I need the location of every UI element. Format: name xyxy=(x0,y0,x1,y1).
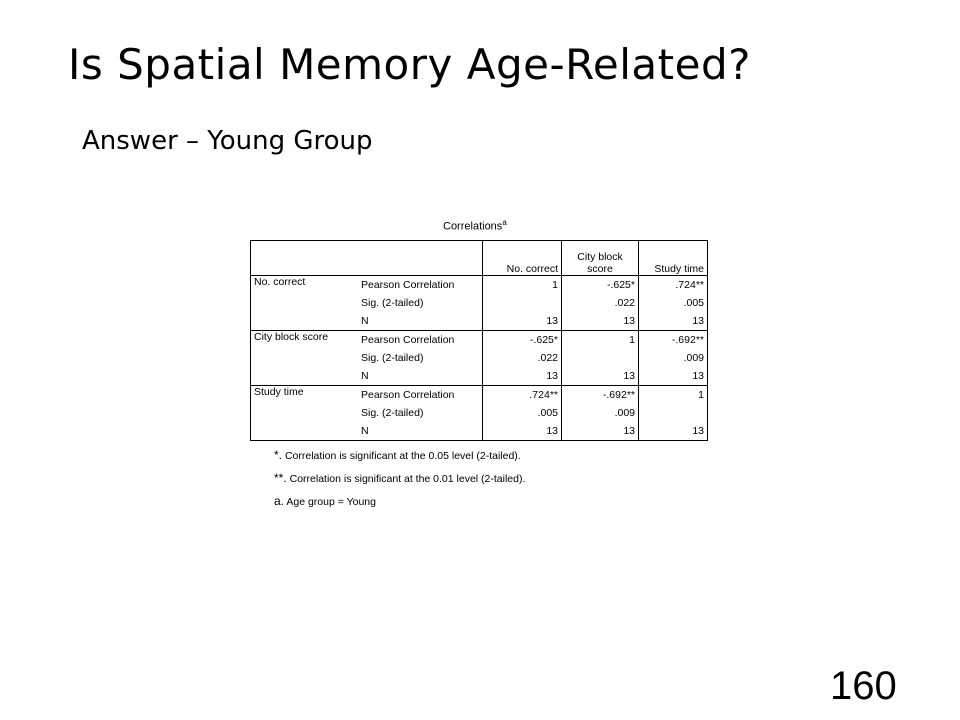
footnote-mark: a. xyxy=(274,494,285,508)
table-cell: 13 xyxy=(483,367,562,386)
footnote xyxy=(274,444,525,467)
table-cell: 1 xyxy=(483,276,562,295)
stat-label: Pearson Correlation xyxy=(358,331,483,350)
table-row xyxy=(251,386,708,405)
table-cell: .009 xyxy=(562,404,639,422)
stat-label: Sig. (2-tailed) xyxy=(361,407,424,419)
table-cell: .005 xyxy=(639,294,708,312)
table-cell: 13 xyxy=(483,312,562,331)
page-number: 160 xyxy=(830,664,897,708)
stat-label: Sig. (2-tailed) xyxy=(361,297,424,309)
stat-label: Sig. (2-tailed) xyxy=(361,352,424,364)
table-caption-text: Correlations xyxy=(443,220,503,233)
column-header-line2: Study time xyxy=(654,263,704,275)
column-header-study-time xyxy=(639,241,708,276)
table-cell xyxy=(483,294,562,312)
table-corner-cell xyxy=(251,241,483,276)
footnote-mark: *. xyxy=(274,448,283,462)
column-header-line2: score xyxy=(587,263,613,275)
table-cell: 13 xyxy=(639,367,708,386)
table-cell: 13 xyxy=(562,422,639,441)
table-cell: 13 xyxy=(639,312,708,331)
stat-label: Pearson Correlation xyxy=(358,386,483,405)
table-cell: -.692** xyxy=(562,386,639,405)
table-cell: 1 xyxy=(562,331,639,350)
table-cell xyxy=(562,349,639,367)
table-cell: -.692** xyxy=(639,331,708,350)
slide-subtitle: Answer – Young Group xyxy=(82,126,373,156)
footnote xyxy=(274,467,525,490)
row-group-label: City block score xyxy=(251,331,359,386)
table-row xyxy=(251,331,708,350)
stat-label: Pearson Correlation xyxy=(361,279,455,291)
column-header-no-correct xyxy=(483,241,562,276)
row-group-label: No. correct xyxy=(254,276,306,288)
stat-label: N xyxy=(361,425,369,437)
table-cell: .022 xyxy=(483,349,562,367)
table-cell: -.625* xyxy=(483,331,562,350)
row-group-label: Study time xyxy=(251,386,359,441)
column-header-line2: No. correct xyxy=(506,263,558,275)
table-header-row xyxy=(251,241,708,276)
column-header-city-block-score xyxy=(562,241,639,276)
table-cell xyxy=(639,404,708,422)
footnote-mark: **. xyxy=(274,471,287,485)
table-cell: 13 xyxy=(562,312,639,331)
stat-label: N xyxy=(361,370,369,382)
table-cell: -.625* xyxy=(562,276,639,295)
table-caption xyxy=(443,218,507,233)
table-caption-mark: a xyxy=(502,218,507,227)
table-cell: 13 xyxy=(562,367,639,386)
table-cell: .022 xyxy=(562,294,639,312)
footnote-text: Correlation is significant at the 0.01 level (2-tailed). xyxy=(289,473,526,485)
slide-title: Is Spatial Memory Age-Related? xyxy=(68,40,751,89)
table-footnotes xyxy=(274,444,525,513)
correlations-table xyxy=(250,240,708,441)
column-header-line1: City block xyxy=(577,251,623,263)
footnote xyxy=(274,490,525,513)
footnote-text: Age group = Young xyxy=(286,496,376,508)
table-cell: 13 xyxy=(639,422,708,441)
footnote-text: Correlation is significant at the 0.05 level (2-tailed). xyxy=(284,450,521,462)
table-cell: .724** xyxy=(639,276,708,295)
table-cell: .005 xyxy=(483,404,562,422)
table-cell: 1 xyxy=(639,386,708,405)
table-cell: .724** xyxy=(483,386,562,405)
table-cell: 13 xyxy=(483,422,562,441)
table-row xyxy=(251,276,708,295)
table-cell: .009 xyxy=(639,349,708,367)
stat-label: N xyxy=(361,315,369,327)
